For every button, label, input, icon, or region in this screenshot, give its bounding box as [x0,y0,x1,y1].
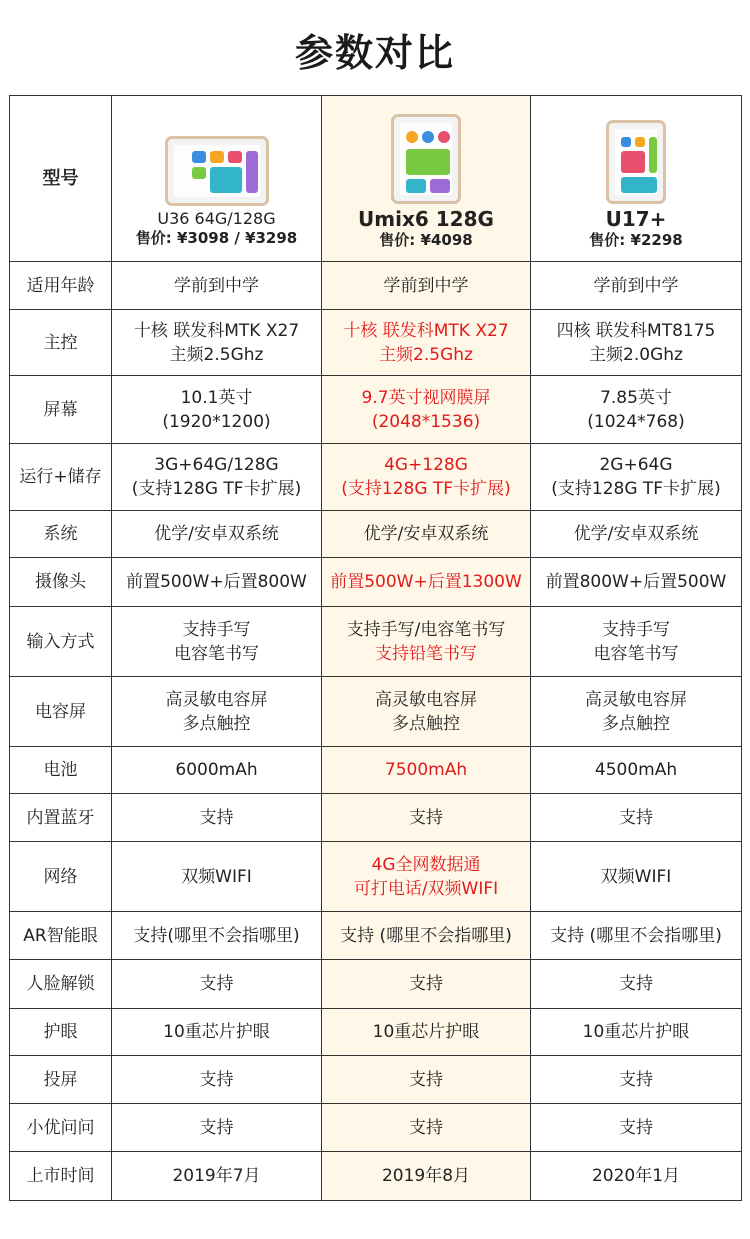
spec-value-cell [322,262,531,310]
spec-row [10,747,742,794]
spec-value-line: (支持128G TF卡扩展) [551,479,721,499]
spec-value-cell [322,912,531,960]
product-image-u36 [114,110,319,210]
spec-row [10,607,742,677]
spec-value-cell [322,444,531,511]
spec-value-cell [112,511,322,558]
spec-value-cell [531,842,742,912]
product-cell-u17plus [531,96,742,262]
spec-value-line: 十核 联发科MTK X27 [133,320,300,341]
product-price-u17plus: 售价: ¥2298 [589,230,683,249]
spec-value-line: 9.7英寸视网膜屏 [361,387,491,408]
product-image-umix6 [324,108,528,208]
spec-value-cell [322,310,531,376]
spec-value-cell [322,747,531,794]
spec-value-cell [112,310,322,376]
spec-value-cell [322,1056,531,1104]
spec-value-cell [112,262,322,310]
spec-value-line: 2019年8月 [381,1166,471,1186]
spec-value-line: 主频2.5Ghz [379,344,473,365]
spec-value-line: 电容笔书写 [593,643,679,664]
spec-value-line: 支持 [199,974,234,994]
comparison-table [9,95,742,1201]
spec-value-cell [112,444,322,511]
spec-label: 内置蓝牙 [10,794,112,842]
spec-value-line: 支持 (哪里不会指哪里) [550,925,722,946]
spec-row [10,558,742,607]
product-name-umix6: Umix6 128G [358,206,494,231]
spec-label: 适用年龄 [10,262,112,310]
spec-value-cell [322,842,531,912]
spec-value-cell [531,794,742,842]
spec-label: 护眼 [10,1009,112,1056]
spec-value-cell [322,1152,531,1201]
spec-value-line: 前置500W+后置1300W [330,572,522,592]
spec-value-line: 支持 [409,1069,443,1090]
spec-value-line: 4500mAh [594,760,678,780]
spec-value-line: 10.1英寸 [180,387,253,408]
spec-label: 投屏 [10,1056,112,1104]
spec-value-line: (2048*1536) [371,411,481,432]
spec-label: AR智能眼 [10,912,112,960]
spec-value-line: 10重芯片护眼 [163,1022,270,1042]
spec-value-line: 支持 [199,1069,234,1090]
spec-value-cell [112,960,322,1009]
spec-value-cell [322,558,531,607]
spec-value-line: 电容笔书写 [174,643,259,664]
spec-value-cell [322,1104,531,1152]
spec-value-line: 支持 [619,807,653,828]
spec-value-line: 支持手写/电容笔书写 [346,619,506,640]
spec-row [10,444,742,511]
spec-value-line: 支持 [619,1117,653,1138]
spec-label: 屏幕 [10,376,112,444]
spec-value-line: 学前到中学 [174,275,259,296]
spec-row [10,960,742,1009]
spec-value-line: 双频WIFI [600,866,672,887]
page-title: 参数对比 [294,31,455,75]
spec-value-line: 主频2.5Ghz [169,344,264,365]
spec-row [10,1009,742,1056]
product-cell-umix6 [322,96,531,262]
spec-value-line: 十核 联发科MTK X27 [343,320,509,341]
spec-value-line: 支持手写 [182,619,251,640]
spec-value-line: 高灵敏电容屏 [375,689,477,710]
spec-value-cell [322,511,531,558]
spec-row [10,1056,742,1104]
spec-row [10,677,742,747]
spec-value-line: 学前到中学 [383,275,469,296]
spec-value-line: 学前到中学 [593,275,679,296]
spec-value-cell [531,1152,742,1201]
spec-value-line: 多点触控 [602,713,670,734]
spec-value-cell [531,511,742,558]
spec-value-line: 双频WIFI [181,866,252,887]
spec-value-line: 可打电话/双频WIFI [353,878,499,899]
spec-value-cell [112,1056,322,1104]
spec-value-cell [531,262,742,310]
spec-value-line: 优学/安卓双系统 [154,524,279,544]
spec-value-cell [112,607,322,677]
spec-value-line: 四核 联发科MT8175 [556,320,716,341]
spec-value-cell [531,376,742,444]
spec-label: 电池 [10,747,112,794]
spec-value-line: (支持128G TF卡扩展) [131,479,302,499]
spec-value-cell [112,1104,322,1152]
spec-value-cell [531,747,742,794]
spec-value-cell [322,1009,531,1056]
spec-value-line: 高灵敏电容屏 [165,689,268,710]
spec-value-cell [531,1009,742,1056]
spec-label: 人脸解锁 [10,960,112,1009]
product-cell-u36 [112,96,322,262]
spec-value-cell [112,1152,322,1201]
spec-row [10,376,742,444]
model-header-row [10,96,742,262]
spec-value-cell [531,310,742,376]
spec-value-cell [531,677,742,747]
spec-value-cell [322,960,531,1009]
spec-value-line: 支持手写 [602,619,670,640]
spec-value-line: 10重芯片护眼 [372,1022,480,1042]
spec-label: 上市时间 [10,1152,112,1201]
spec-row [10,310,742,376]
spec-value-cell [112,1009,322,1056]
spec-value-line: 多点触控 [392,713,460,734]
spec-label: 系统 [10,511,112,558]
model-label: 型号 [42,167,79,189]
spec-row [10,912,742,960]
product-image-u17plus [533,108,739,208]
spec-value-line: 多点触控 [182,713,251,734]
spec-value-cell [531,1104,742,1152]
spec-value-line: 2G+64G [599,455,673,475]
spec-value-line: 10重芯片护眼 [582,1022,690,1042]
spec-value-cell [322,376,531,444]
spec-value-cell [531,1056,742,1104]
spec-value-line: 7.85英寸 [600,387,672,408]
spec-row [10,794,742,842]
spec-value-cell [322,794,531,842]
spec-value-cell [112,376,322,444]
spec-label: 主控 [10,310,112,376]
spec-label: 小优问问 [10,1104,112,1152]
spec-value-line: 前置800W+后置500W [545,572,727,592]
spec-row [10,262,742,310]
spec-value-line: 支持 [199,807,234,828]
spec-label: 网络 [10,842,112,912]
spec-value-cell [531,912,742,960]
model-label-cell [10,96,112,262]
spec-row [10,842,742,912]
spec-value-line: 支持 [619,974,653,994]
spec-row [10,511,742,558]
spec-row [10,1104,742,1152]
spec-value-line: 7500mAh [384,760,468,780]
spec-value-cell [531,960,742,1009]
spec-value-line: 2019年7月 [172,1166,261,1186]
spec-value-line: 4G+128G [384,455,468,475]
spec-value-cell [112,912,322,960]
spec-label: 电容屏 [10,677,112,747]
product-price-umix6: 售价: ¥4098 [379,230,473,249]
spec-value-line: 支持 [199,1117,234,1138]
spec-label: 运行+储存 [10,444,112,511]
spec-value-line: 优学/安卓双系统 [363,524,489,544]
spec-value-line: 支持铅笔书写 [375,643,477,664]
spec-value-cell [531,444,742,511]
product-price-u36: 售价: ¥3098 / ¥3298 [135,228,298,247]
spec-value-line: (1920*1200) [162,411,271,432]
spec-value-line: 前置500W+后置800W [126,572,307,592]
spec-value-line: 支持(哪里不会指哪里) [133,925,300,946]
spec-value-cell [531,607,742,677]
spec-value-line: 2020年1月 [591,1166,681,1186]
spec-value-line: 优学/安卓双系统 [573,524,699,544]
spec-value-cell [322,607,531,677]
spec-value-cell [112,794,322,842]
spec-value-cell [112,842,322,912]
spec-value-cell [531,558,742,607]
spec-value-line: 支持 [409,1117,443,1138]
spec-value-line: 支持 [409,807,443,828]
spec-rows [10,262,742,1201]
spec-value-line: 主频2.0Ghz [589,344,683,365]
spec-value-line: 4G全网数据通 [371,854,481,875]
spec-value-line: (支持128G TF卡扩展) [341,479,511,499]
spec-value-line: 3G+64G/128G [154,455,279,475]
spec-value-line: 6000mAh [175,760,258,780]
product-name-u36: U36 64G/128G [157,208,276,228]
spec-value-cell [112,558,322,607]
spec-value-line: (1024*768) [587,411,685,432]
spec-value-line: 支持 [619,1069,653,1090]
spec-value-cell [322,677,531,747]
spec-value-cell [112,747,322,794]
spec-label: 摄像头 [10,558,112,607]
spec-row [10,1152,742,1201]
spec-value-cell [112,677,322,747]
spec-value-line: 高灵敏电容屏 [585,689,687,710]
spec-value-line: 支持 [409,974,443,994]
product-name-u17plus: U17+ [605,206,667,231]
spec-label: 输入方式 [10,607,112,677]
spec-value-line: 支持 (哪里不会指哪里) [340,925,512,946]
